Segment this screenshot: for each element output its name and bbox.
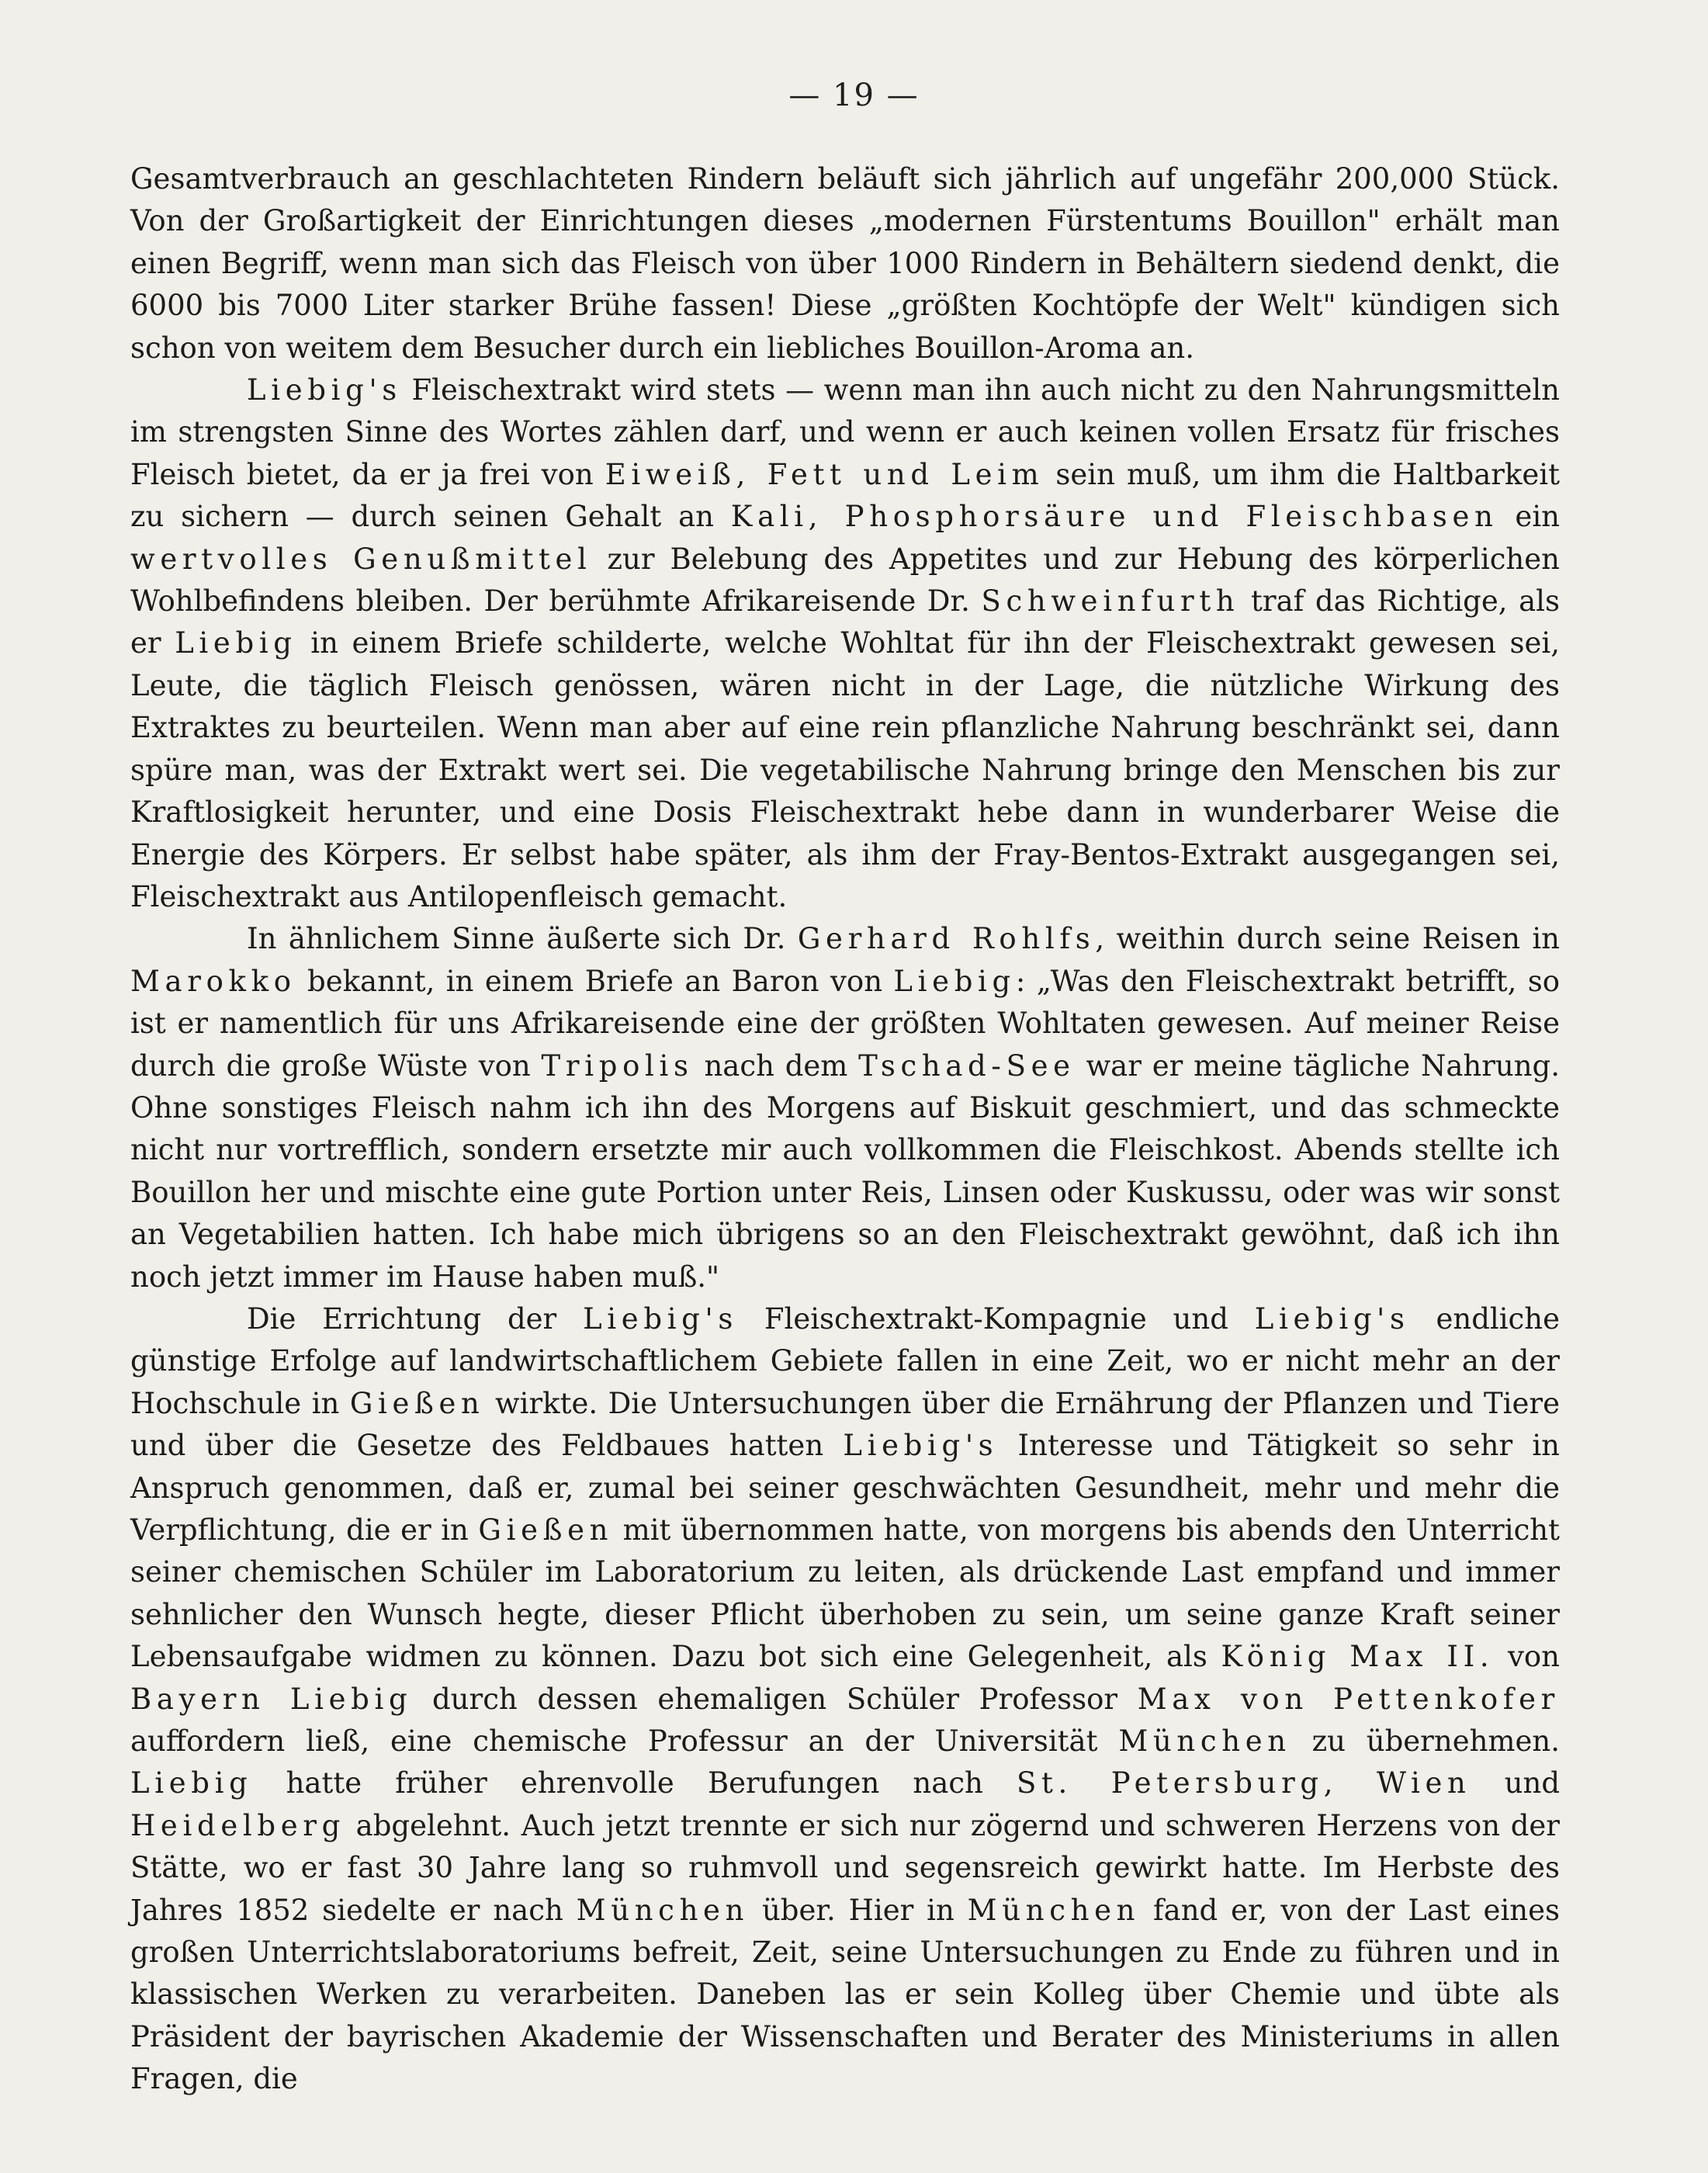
spaced-emphasis-text: Gerhard Rohlfs <box>797 922 1096 956</box>
text-run: von <box>1494 1640 1560 1674</box>
spaced-emphasis-text: Liebig's <box>247 373 402 407</box>
text-run: mit übernommen hatte, von morgens bis abends den Unterricht seiner chemischen Schüler im Laboratorium zu leiten, als drückende Last empfand und immer sehnlicher den Wunsch hegte, dieser Pflicht überhoben zu sein, um seine ganze Kraft seiner Lebensaufgabe widmen zu können. Dazu bot sich eine Gelegenheit, als <box>130 1513 1560 1674</box>
text-run: nach dem <box>693 1048 859 1083</box>
paragraph-2 <box>130 369 1560 918</box>
spaced-emphasis-text: St. Petersburg, Wien <box>1016 1766 1471 1800</box>
spaced-emphasis-text: Liebig's <box>1254 1301 1410 1336</box>
text-run: abgelehnt. Auch jetzt trennte er sich nur zögernd und schweren Herzens von der Stätte, wo er fast 30 Jahre lang so ruhmvoll und segensreich gewirkt hatte. Im Herbste des Jahres 1852 siedelte er nach <box>130 1808 1560 1927</box>
text-run: In ähnlichem Sinne äußerte sich Dr. <box>247 922 798 956</box>
text-run: , weithin durch seine Reisen in <box>1095 922 1560 956</box>
text-run: zur Belebung des Appetites und zur Hebung des körperlichen Wohlbefindens bleiben. Der berühmte Afrikareisende Dr. <box>130 542 1560 619</box>
spaced-emphasis-text: München <box>967 1893 1141 1927</box>
spaced-emphasis-text: Eiweiß, Fett und Leim <box>605 457 1045 491</box>
spaced-emphasis-text: Liebig's <box>843 1429 999 1463</box>
text-run: und <box>1471 1766 1561 1800</box>
spaced-emphasis-text: Tschad-See <box>858 1048 1076 1083</box>
text-run: endliche günstige Erfolge auf landwirtschaftlichem Gebiete fallen in eine Zeit, wo er nicht mehr an der Hochschule in <box>130 1301 1560 1420</box>
text-run: in einem Briefe schilderte, welche Wohltat für ihn der Fleischextrakt gewesen sei, Leute, die täglich Fleisch genössen, wären nicht in der Lage, die nützliche Wirkung des Extraktes zu beurteilen. Wenn man aber auf eine rein pflanzliche Nahrung beschränkt sei, dann spüre man, was der Extrakt wert sei. Die vegetabilische Nahrung bringe den Menschen bis zur Kraftlosigkeit herunter, und eine Dosis Fleischextrakt hebe dann in wunderbarer Weise die Energie des Körpers. Er selbst habe später, als ihm der Fray-Bentos-Extrakt ausgegangen sei, Fleischextrakt aus Antilopenfleisch gemacht. <box>130 626 1560 913</box>
text-run: Gesamtverbrauch an geschlachteten Rindern beläuft sich jährlich auf ungefähr 200,000 Stück. Von der Großartigkeit der Einrichtungen dieses „modernen Fürstentums Bouillon" erhält man einen Begriff, wenn man sich das Fleisch von über 1000 Rindern in Behältern siedend denkt, die 6000 bis 7000 Liter starker Brühe fassen! Diese „größten Kochtöpfe der Welt" kündigen sich schon von weitem dem Besucher durch ein liebliches Bouillon-Aroma an. <box>130 162 1560 365</box>
spaced-emphasis-text: Kali, Phosphorsäure und Fleischbasen <box>730 500 1498 534</box>
text-run: Fleischextrakt-Kompagnie und <box>738 1301 1255 1336</box>
spaced-emphasis-text: Schweinfurth <box>981 584 1240 619</box>
body-text <box>130 158 1560 2101</box>
spaced-emphasis-text: Tripolis <box>541 1048 694 1083</box>
text-run: war er meine tägliche Nahrung. Ohne sonstiges Fleisch nahm ich ihn des Morgens auf Biskuit geschmiert, und das schmeckte nicht nur vortrefflich, sondern ersetzte mir auch vollkommen die Fleischkost. Abends stellte ich Bouillon her und mischte eine gute Portion unter Reis, Linsen oder Kuskussu, oder was wir sonst an Vegetabilien hatten. Ich habe mich übrigens so an den Fleischextrakt gewöhnt, daß ich ihn noch jetzt immer im Hause haben muß." <box>130 1048 1561 1294</box>
text-run: traf das Richtige, als er <box>130 584 1560 660</box>
spaced-emphasis-text: Liebig <box>893 964 1016 998</box>
text-run: über. Hier in <box>749 1893 968 1927</box>
spaced-emphasis-text: Gießen <box>478 1513 614 1547</box>
paragraph-3 <box>130 918 1560 1298</box>
spaced-emphasis-text: München <box>1118 1724 1291 1759</box>
text-run: bekannt, in einem Briefe an Baron von <box>296 964 894 998</box>
spaced-emphasis-text: München <box>576 1893 750 1927</box>
spaced-emphasis-text: Marokko <box>130 964 296 998</box>
text-run: durch dessen ehemaligen Schüler Professor <box>412 1682 1138 1716</box>
text-run: fand er, von der Last eines großen Unterrichtslaboratoriums befreit, Zeit, seine Untersuchungen zu Ende zu führen und in klassischen Werken zu verarbeiten. Daneben las er sein Kolleg über Chemie und übte als Präsident der bayrischen Akademie der Wissenschaften und Berater des Ministeriums in allen Fragen, die <box>130 1893 1561 2096</box>
text-run: zu übernehmen. <box>1291 1724 1560 1759</box>
text-run: : „Was den Fleischextrakt betrifft, so ist er namentlich für uns Afrikareisende eine der größten Wohltaten gewesen. Auf meiner Reise durch die große Wüste von <box>130 964 1560 1083</box>
spaced-emphasis-text: Bayern Liebig <box>130 1682 413 1716</box>
paragraph-1 <box>130 158 1560 369</box>
text-run: ein <box>1498 500 1560 534</box>
text-run: Die Errichtung der <box>247 1301 584 1336</box>
spaced-emphasis-text: wertvolles Genußmittel <box>130 542 592 576</box>
text-run: hatte früher ehrenvolle Berufungen nach <box>252 1766 1017 1800</box>
spaced-emphasis-text: König Max II. <box>1221 1640 1495 1674</box>
paragraph-4 <box>130 1298 1560 2101</box>
text-run: wirkte. Die Untersuchungen über die Ernährung der Pflanzen und Tiere und über die Gesetze des Feldbaues hatten <box>130 1386 1560 1463</box>
text-run: sein muß, um ihm die Haltbarkeit zu sichern — durch seinen Gehalt an <box>130 457 1560 534</box>
spaced-emphasis-text: Max von Pettenkofer <box>1137 1682 1561 1716</box>
text-run: Interesse und Tätigkeit so sehr in Anspruch genommen, daß er, zumal bei seiner geschwächten Gesundheit, mehr und mehr die Verpflichtung, die er in <box>130 1429 1561 1547</box>
spaced-emphasis-text: Liebig <box>175 626 297 660</box>
spaced-emphasis-text: Gießen <box>349 1386 485 1420</box>
spaced-emphasis-text: Liebig's <box>583 1301 739 1336</box>
spaced-emphasis-text: Heidelberg <box>130 1808 345 1842</box>
text-run: Fleischextrakt wird stets — wenn man ihn auch nicht zu den Nahrungsmitteln im strengsten Sinne des Wortes zählen darf, und wenn er auch keinen vollen Ersatz für frisches Fleisch bietet, da er ja frei von <box>130 373 1560 491</box>
text-run: auffordern ließ, eine chemische Professur an der Universität <box>130 1724 1119 1759</box>
page-number: — 19 — <box>788 78 920 113</box>
spaced-emphasis-text: Liebig <box>130 1766 253 1800</box>
